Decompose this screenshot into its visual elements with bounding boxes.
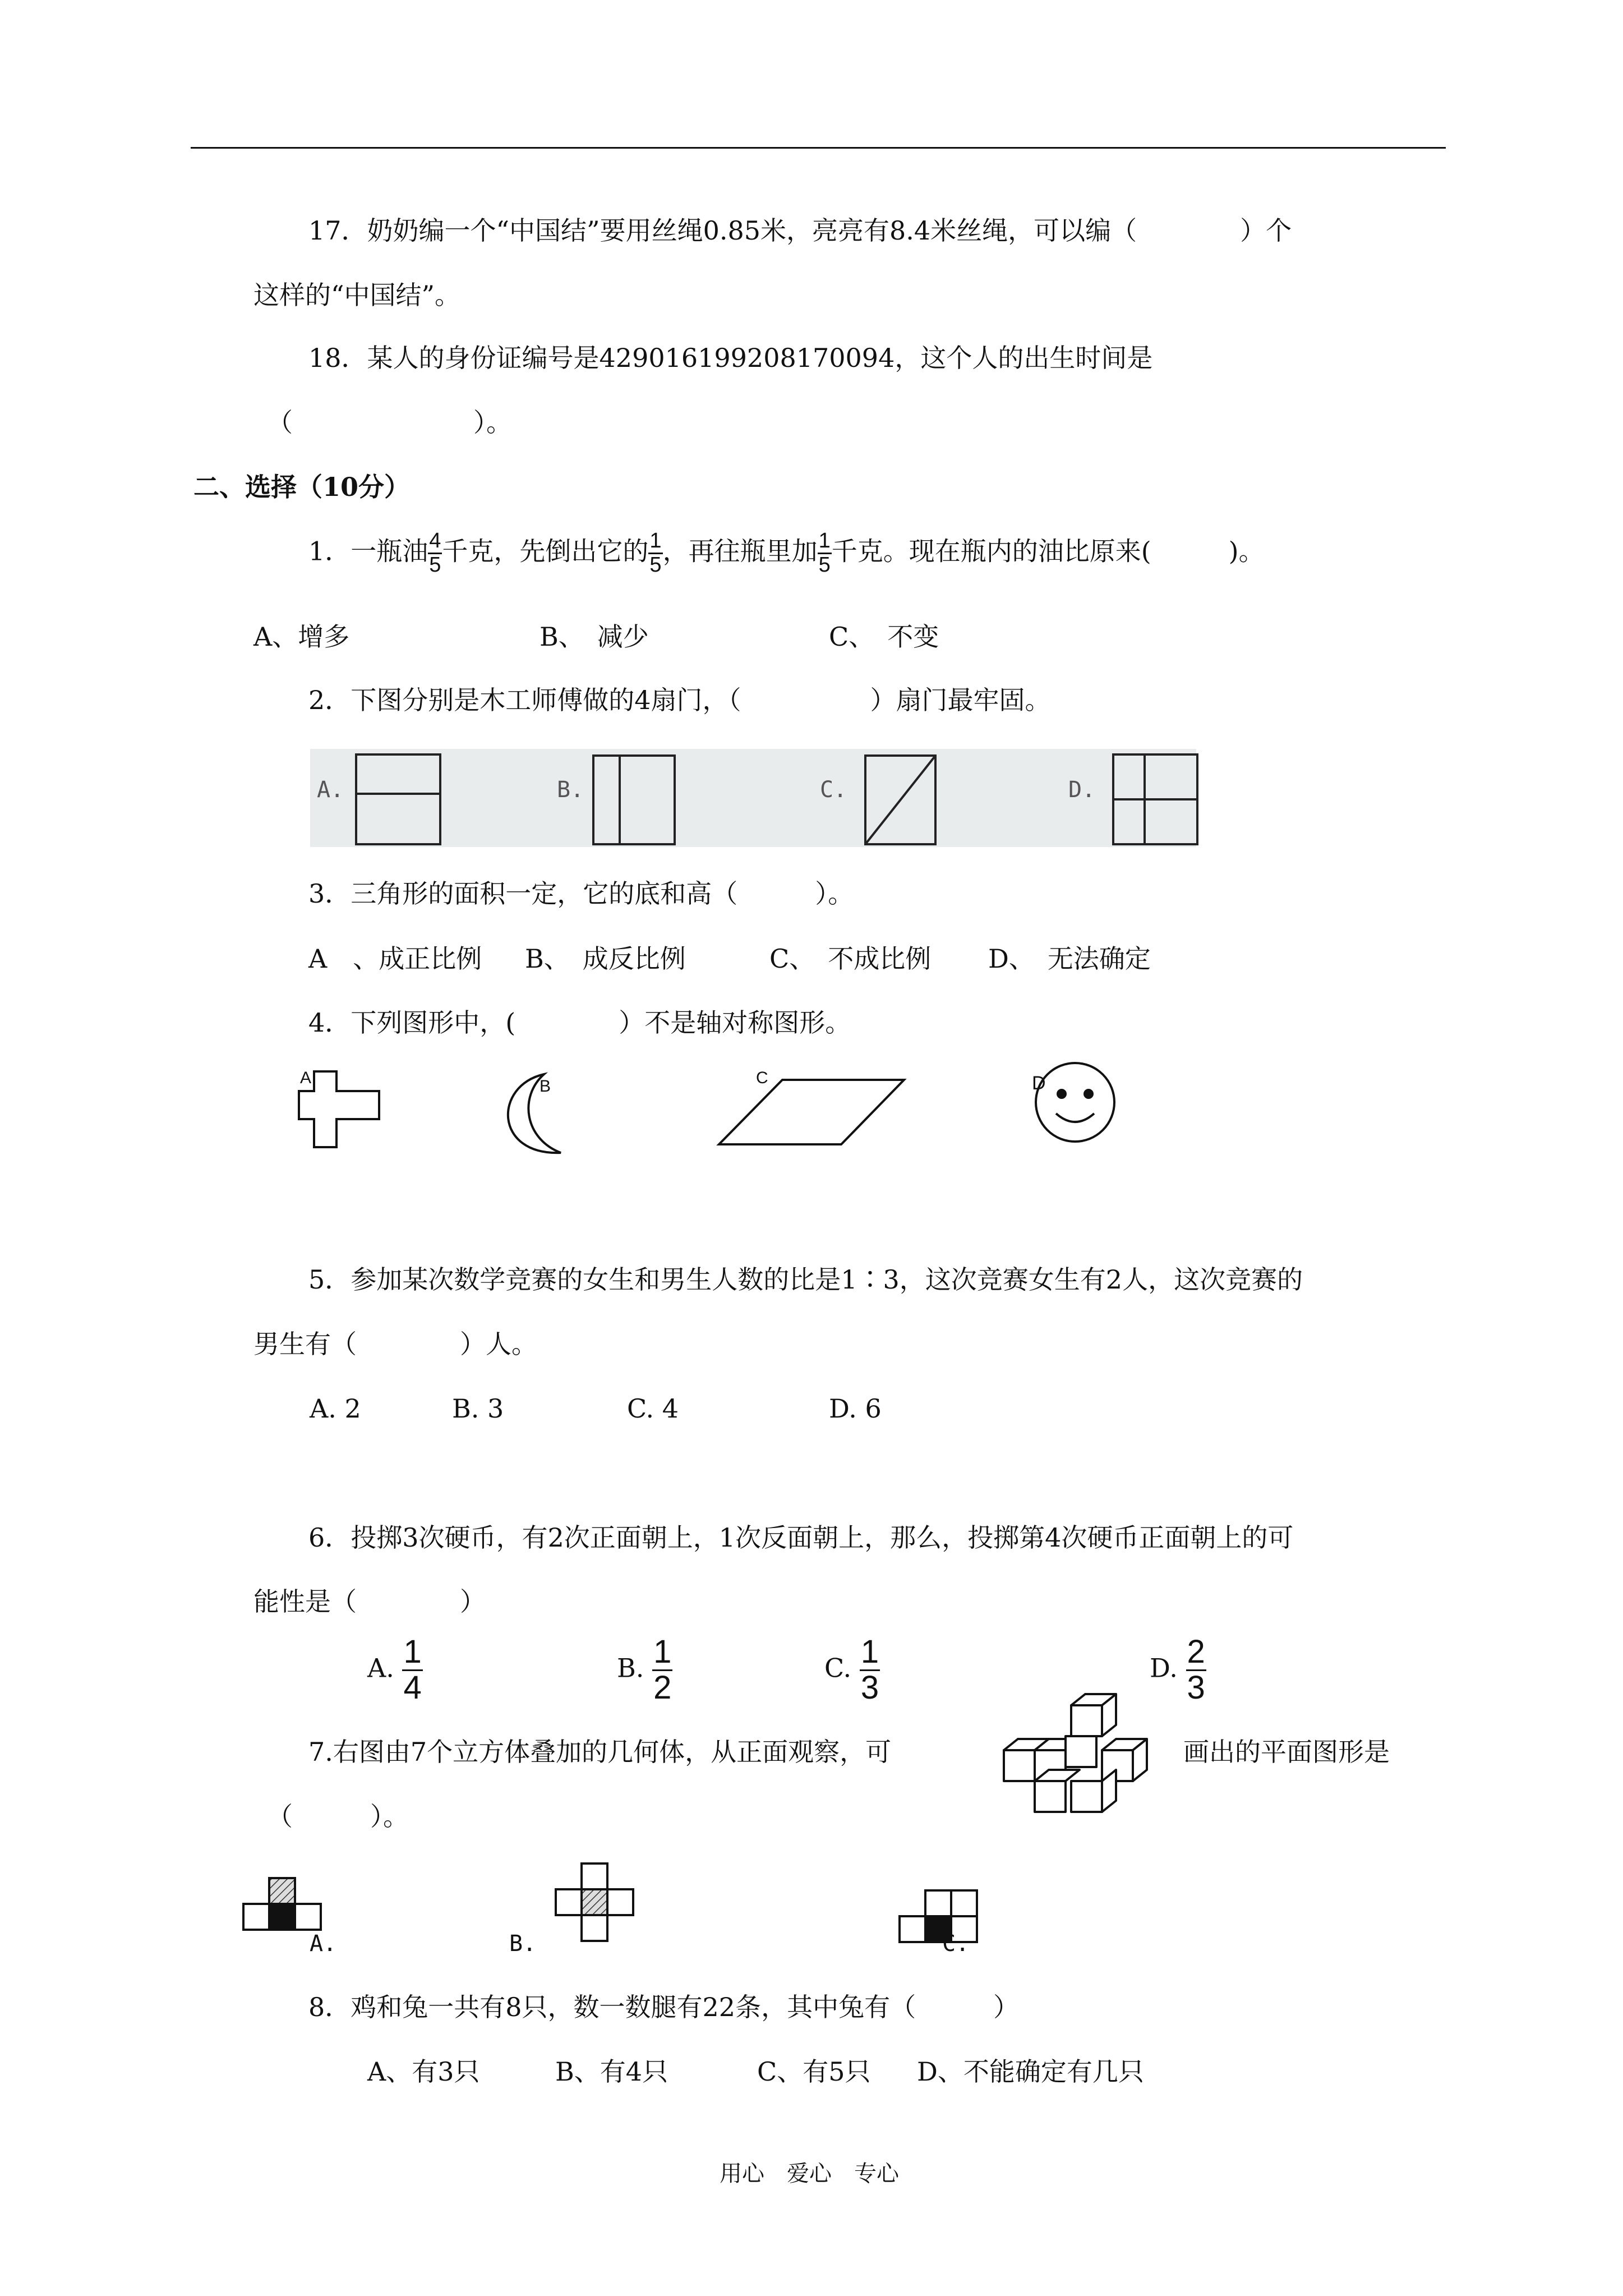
q18-line1: 18．某人的身份证编号是429016199208170094，这个人的出生时间是 <box>308 343 1153 373</box>
c6-option-c-label: C. <box>824 1653 852 1683</box>
c1-frac1-num: 4 <box>428 530 442 554</box>
c6-d-num: 2 <box>1187 1634 1205 1670</box>
door-label-c: C. <box>820 777 847 803</box>
c6-option-b-label: B. <box>617 1653 644 1683</box>
c1-text-b: 千克，先倒出它的 <box>442 536 649 567</box>
page-footer: 用心 爱心 专心 <box>720 2161 899 2187</box>
c3-option-b: B、 成反比例 <box>525 944 686 974</box>
c1-frac3-num: 1 <box>818 530 832 554</box>
c8-option-c: C、有5只 <box>757 2056 871 2087</box>
c7-line1a: 7.右图由7个立方体叠加的几何体，从正面观察，可 <box>308 1737 892 1767</box>
c6-c-den: 3 <box>860 1669 879 1706</box>
c4-question: 4．下列图形中，( ）不是轴对称图形。 <box>308 1007 851 1038</box>
c8-option-d: D、不能确定有几只 <box>917 2056 1144 2087</box>
c6-option-a-label: A. <box>367 1653 394 1683</box>
c1-option-c: C、 不变 <box>829 622 939 652</box>
c5-option-c: C. 4 <box>627 1393 679 1424</box>
c8-option-a: A、有3只 <box>367 2056 480 2087</box>
c1-text-c: ，再往瓶里加 <box>662 536 818 567</box>
c1-text-d: 千克。现在瓶内的油比原来( )。 <box>831 536 1265 567</box>
c1-frac1-den: 5 <box>429 553 441 577</box>
c6-option-d-label: D. <box>1150 1653 1178 1683</box>
c6-line2: 能性是（ ） <box>253 1586 486 1617</box>
c5-option-a: A. 2 <box>310 1393 361 1424</box>
door-label-d: D. <box>1068 777 1096 803</box>
section-title: 二、选择（10分） <box>193 472 411 502</box>
c6-b-num: 1 <box>653 1634 672 1670</box>
c1-frac3-den: 5 <box>818 553 831 577</box>
q18-line2: （ ）。 <box>267 407 512 438</box>
q17-line2: 这样的“中国结”。 <box>253 280 461 310</box>
c5-option-d: D. 6 <box>829 1393 882 1424</box>
c3-option-a: A 、成正比例 <box>308 944 482 974</box>
c6-a-den: 4 <box>403 1669 422 1706</box>
shape-label-c: C <box>756 1069 768 1087</box>
c7-line1b: 画出的平面图形是 <box>1183 1737 1390 1767</box>
c6-d-den: 3 <box>1187 1669 1205 1706</box>
door-label-b: B. <box>557 777 584 803</box>
c6-line1: 6．投掷3次硬币，有2次正面朝上，1次反面朝上，那么，投掷第4次硬币正面朝上的可 <box>308 1522 1294 1553</box>
c1-frac2-den: 5 <box>649 553 662 577</box>
c3-option-c: C、 不成比例 <box>769 944 932 974</box>
c6-c-num: 1 <box>860 1634 879 1670</box>
c1-option-a: A、增多 <box>253 622 350 652</box>
q17-line1: 17．奶奶编一个“中国结”要用丝绳0.85米，亮亮有8.4米丝绳，可以编（ ）个 <box>308 215 1292 246</box>
c8-question: 8．鸡和兔一共有8只，数一数腿有22条，其中兔有（ ） <box>308 1992 1020 2022</box>
c2-question: 2．下图分别是木工师傅做的4扇门，（ ）扇门最牢固。 <box>308 685 1051 715</box>
c7-option-a-label: A. <box>310 1931 337 1957</box>
c5-option-b: B. 3 <box>452 1393 504 1424</box>
c3-question: 3．三角形的面积一定，它的底和高（ ）。 <box>308 878 854 909</box>
door-label-a: A. <box>317 777 344 803</box>
c3-option-d: D、 无法确定 <box>988 944 1151 974</box>
c7-line2: （ ）。 <box>267 1801 409 1832</box>
shape-label-a: A <box>300 1069 312 1087</box>
c7-option-b-label: B. <box>509 1931 537 1957</box>
c6-b-den: 2 <box>653 1669 672 1706</box>
c8-option-b: B、有4只 <box>555 2056 668 2087</box>
c5-line2: 男生有（ ）人。 <box>253 1329 537 1359</box>
c1-text-a: 1．一瓶油 <box>308 536 428 567</box>
c1-frac2-num: 1 <box>648 530 662 554</box>
c1-option-b: B、 减少 <box>540 622 649 652</box>
c6-a-num: 1 <box>403 1634 422 1670</box>
shape-label-d: D <box>1032 1073 1046 1094</box>
shape-label-b: B <box>540 1077 551 1096</box>
c7-option-c-label: C. <box>942 1931 970 1957</box>
c5-line1: 5．参加某次数学竞赛的女生和男生人数的比是1∶3，这次竞赛女生有2人，这次竞赛的 <box>308 1264 1303 1295</box>
